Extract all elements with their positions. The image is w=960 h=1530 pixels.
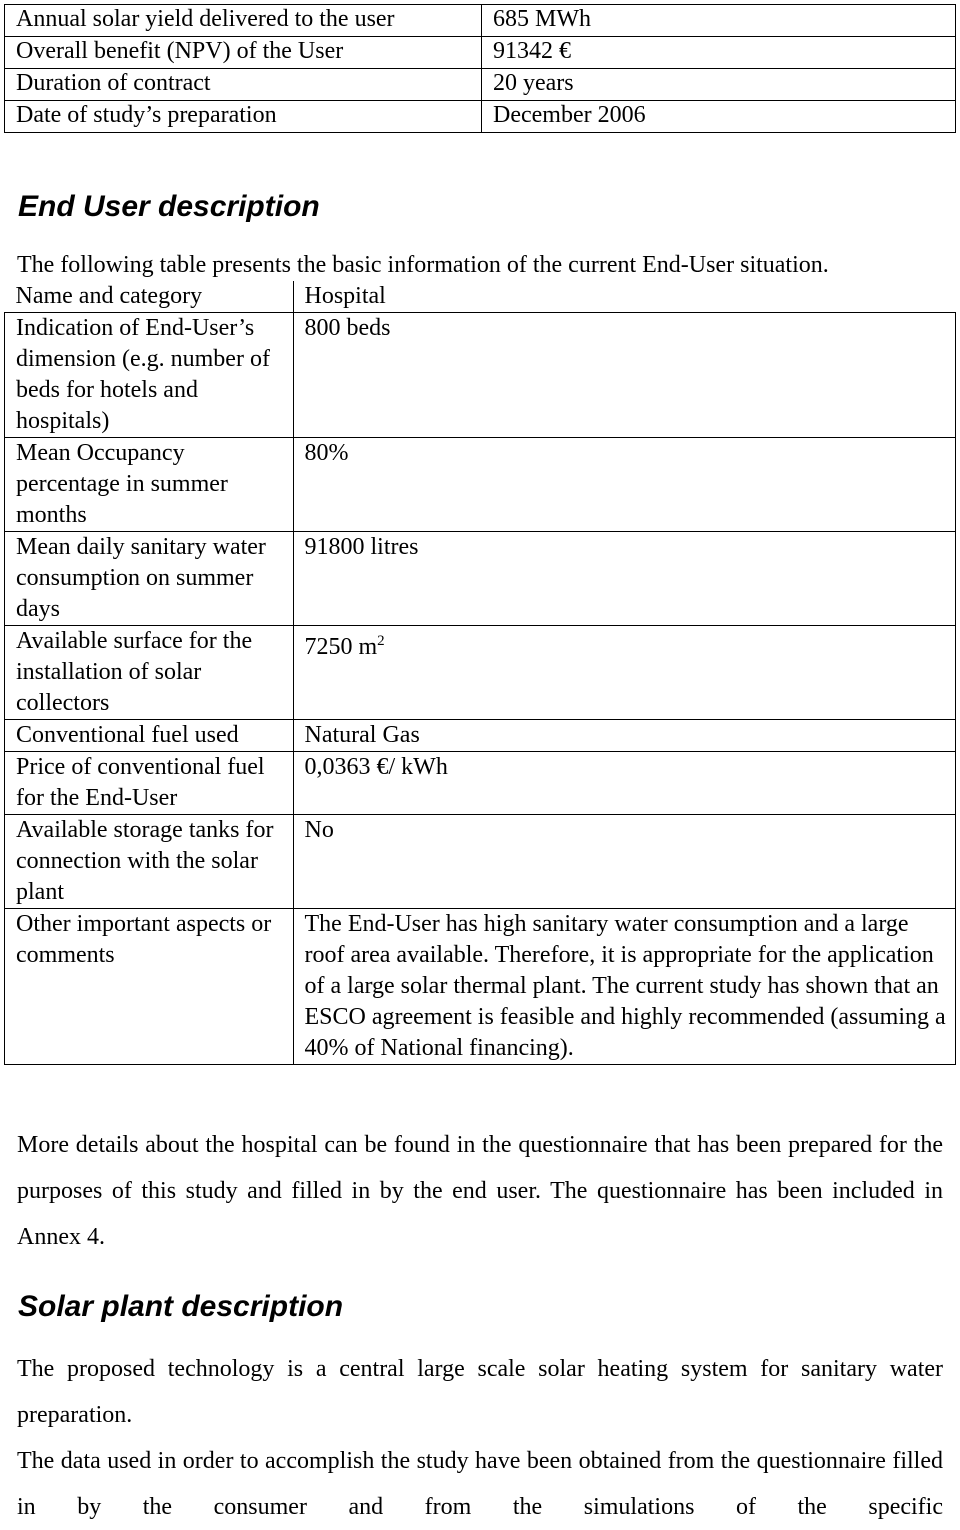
row-value: No bbox=[293, 815, 956, 909]
solar-paragraph-1: The proposed technology is a central large scale solar heating system for sanitary water preparation. bbox=[17, 1356, 943, 1428]
row-label: Indication of End-User’s dimension (e.g. number of beds for hotels and hospitals) bbox=[5, 313, 294, 438]
row-label: Mean daily sanitary water consumption on summer days bbox=[5, 532, 294, 626]
value-text: 7250 m bbox=[304, 634, 378, 660]
summary-value: 685 MWh bbox=[482, 5, 956, 37]
table-row bbox=[5, 438, 956, 532]
table-row bbox=[5, 532, 956, 626]
row-label: Price of conventional fuel for the End-User bbox=[5, 752, 294, 815]
table-row bbox=[5, 5, 956, 37]
table-row bbox=[5, 626, 956, 720]
row-value: Natural Gas bbox=[293, 720, 956, 752]
section-heading-end-user: End User description bbox=[18, 190, 320, 223]
row-label: Name and category bbox=[5, 281, 294, 313]
row-label: Available surface for the installation of solar collectors bbox=[5, 626, 294, 720]
row-label: Available storage tanks for connection with the solar plant bbox=[5, 815, 294, 909]
table-row bbox=[5, 752, 956, 815]
table-row bbox=[5, 101, 956, 133]
summary-value: 91342 € bbox=[482, 37, 956, 69]
row-value: 91800 litres bbox=[293, 532, 956, 626]
row-value: 80% bbox=[293, 438, 956, 532]
row-label: Conventional fuel used bbox=[5, 720, 294, 752]
summary-value: 20 years bbox=[482, 69, 956, 101]
row-value: 800 beds bbox=[293, 313, 956, 438]
summary-label: Date of study’s preparation bbox=[5, 101, 482, 133]
row-value bbox=[293, 626, 956, 720]
end-user-intro: The following table presents the basic information of the current End-User situation. bbox=[17, 252, 829, 278]
section-heading-solar-plant: Solar plant description bbox=[18, 1290, 344, 1323]
table-row bbox=[5, 313, 956, 438]
solar-paragraph-2: The data used in order to accomplish the study have been obtained from the questionnaire filled in by the consumer and from the simulations of the specific bbox=[17, 1448, 943, 1520]
summary-label: Overall benefit (NPV) of the User bbox=[5, 37, 482, 69]
summary-label: Annual solar yield delivered to the user bbox=[5, 5, 482, 37]
summary-value: December 2006 bbox=[482, 101, 956, 133]
table-row bbox=[5, 37, 956, 69]
superscript: 2 bbox=[377, 633, 385, 649]
row-value: 0,0363 €/ kWh bbox=[293, 752, 956, 815]
table-row bbox=[5, 69, 956, 101]
row-label: Mean Occupancy percentage in summer months bbox=[5, 438, 294, 532]
details-paragraph: More details about the hospital can be found in the questionnaire that has been prepared for the purposes of this study and filled in by the end user. The questionnaire has been included in Annex 4. bbox=[17, 1132, 943, 1250]
end-user-table bbox=[4, 281, 956, 1065]
row-value: Hospital bbox=[293, 281, 956, 313]
table-row bbox=[5, 815, 956, 909]
row-value: The End-User has high sanitary water consumption and a large roof area available. Therefore, it is appropriate for the application of a large solar thermal plant. The current study has shown that an ESCO agreement is feasible and highly recommended (assuming a 40% of National financing). bbox=[293, 909, 956, 1065]
row-label: Other important aspects or comments bbox=[5, 909, 294, 1065]
summary-table bbox=[4, 4, 956, 133]
table-row bbox=[5, 909, 956, 1065]
table-row bbox=[5, 281, 956, 313]
summary-label: Duration of contract bbox=[5, 69, 482, 101]
table-row bbox=[5, 720, 956, 752]
